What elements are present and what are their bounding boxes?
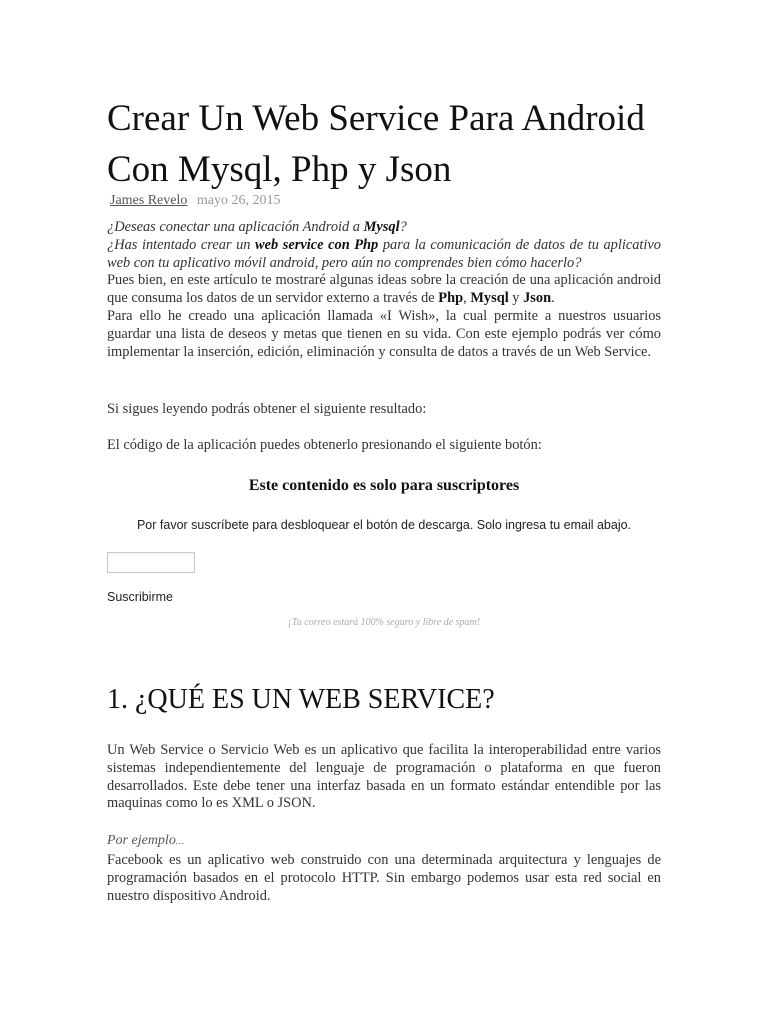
q2-end: para la comunicación de datos de tu aplicativo web con tu aplicativo móvil android, pero aún no comprendes bien cómo hacerlo? (107, 236, 661, 271)
example-ellipsis: … (175, 836, 184, 846)
section-paragraph-2-text: Facebook es un aplicativo web construido con una determinada arquitectura y lenguajes de programación basados en el protocolo HTTP. Sin embargo podemos usar esta red social en nuestro dispositivo Android. (107, 852, 661, 904)
subscribe-button[interactable]: Suscribirme (107, 590, 173, 604)
q1-end: ? (399, 219, 407, 235)
subscribe-title: Este contenido es solo para suscriptores (248, 477, 520, 494)
section-paragraph-2 (107, 852, 661, 905)
intro-question-1 (107, 219, 661, 237)
p1-text: Pues bien, en este artículo te mostraré algunas ideas sobre la creación de una aplicación android que consuma los datos de un servidor externo a través de (107, 272, 661, 307)
intro-question-2 (107, 237, 661, 273)
email-input[interactable] (107, 552, 195, 573)
q1-bold: Mysql (363, 219, 400, 235)
intro-paragraph-1 (107, 272, 661, 308)
privacy-note: ¡Tu correo estará 100% seguro y libre de spam! (287, 617, 481, 628)
subscribe-description: Por favor suscríbete para desbloquear el botón de descarga. Solo ingresa tu email abajo. (136, 518, 632, 532)
q2-bold: web service con Php (255, 236, 379, 253)
p1-bold-php: Php (438, 290, 464, 307)
intro-paragraph-2: Para ello he creado una aplicación llamada «I Wish», la cual permite a nuestros usuarios guardar una lista de deseos y metas que tienen en su vida. Con este ejemplo podrás ver cómo implementar la inserción, edición, eliminación y consulta de datos a través de un Web Service. (107, 307, 661, 360)
author-link[interactable]: James Revelo (110, 193, 188, 208)
example-label (107, 833, 184, 849)
intro-paragraph-3-text: Si sigues leyendo podrás obtener el siguiente resultado: (107, 401, 427, 417)
section-paragraph-1-text: Un Web Service o Servicio Web es un aplicativo que facilita la interoperabilidad entre varios sistemas independientemente del lenguaje de programación o plataforma en que fueron desarrollados. Este debe tener una interfaz basada en un formato estándar entendible por las maquinas como lo es XML o JSON. (107, 742, 661, 812)
p1-sep: y (508, 290, 524, 307)
intro-paragraph-4-text: El código de la aplicación puedes obtenerlo presionando el siguiente botón: (107, 437, 542, 453)
q1-text: ¿Deseas conectar una aplicación Android a (107, 219, 364, 235)
section-heading: 1. ¿QUÉ ES UN WEB SERVICE? (107, 684, 495, 715)
article-title: Crear Un Web Service Para Android Con Mysql, Php y Json (107, 98, 645, 190)
intro-paragraph-3 (107, 401, 661, 419)
intro-questions (107, 219, 661, 361)
p1-end: . (551, 290, 555, 307)
intro-paragraph-4 (107, 437, 661, 455)
p1-sep: , (463, 290, 471, 307)
p1-bold-json: Json (523, 290, 552, 307)
publish-date: mayo 26, 2015 (196, 193, 281, 208)
section-paragraph-1 (107, 742, 661, 813)
article-meta (110, 192, 280, 210)
q2-text: ¿Has intentado crear un (107, 236, 256, 253)
p1-bold-mysql: Mysql (470, 290, 509, 307)
example-label-text: Por ejemplo (107, 833, 176, 848)
